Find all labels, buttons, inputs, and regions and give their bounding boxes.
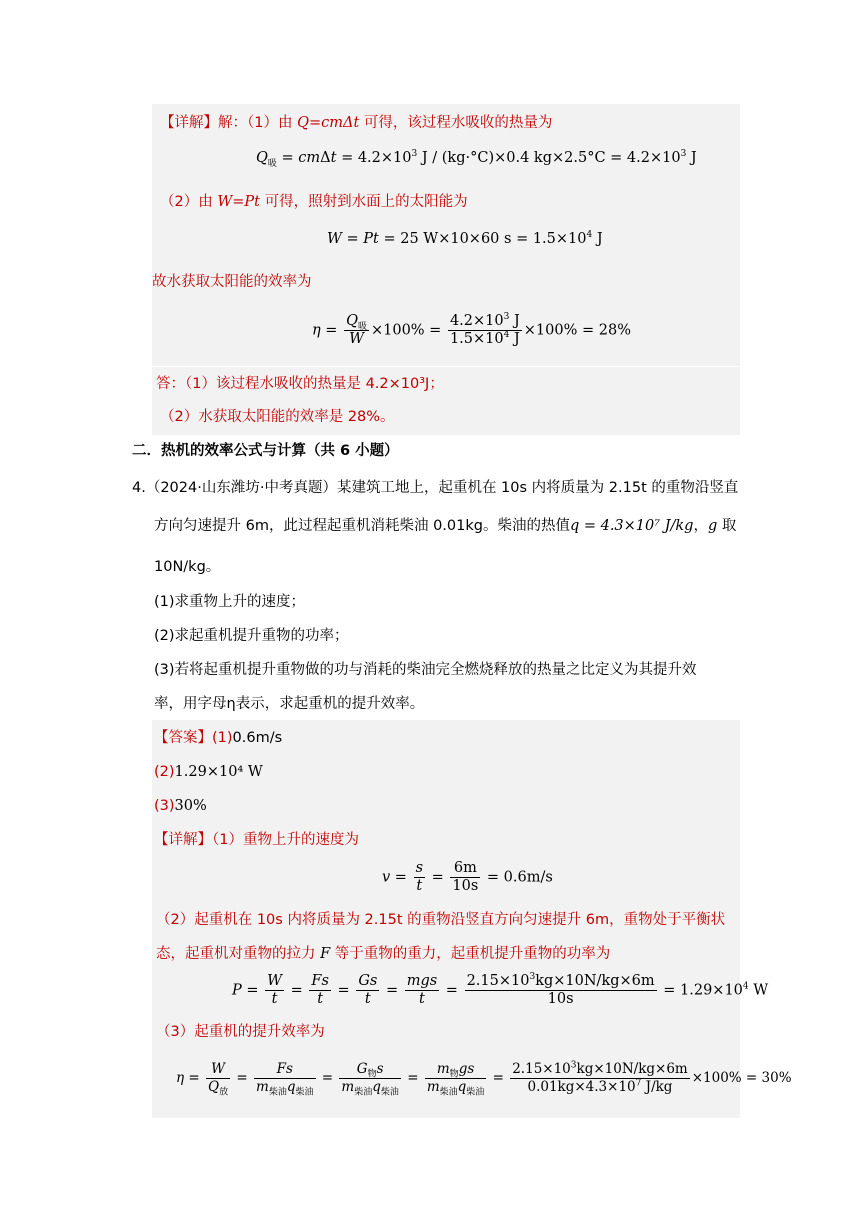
- equation-lift-efficiency: η = $\frac{W}{Q_放}$ = $\frac{Fs}{m_{柴油}q_{柴油}}$ = $\frac{G_物s}{m_{柴油}q_{柴油}}$ = $\frac{m_物gs}{m_{柴油}q_{柴油}}$ = $\frac{2.15\times 10^3kg\times 10N/kg\times 6m}{0.01kg\times 4.3\times 10^7 J/kg}$ ×100% = 30%: [176, 1060, 792, 1098]
- question-4-sub-3a: (3)若将起重机提升重物做的功与消耗的柴油完全燃烧释放的热量之比定义为其提升效: [154, 662, 697, 678]
- answer-line-2: （2）水获取太阳能的效率是 28%。: [160, 409, 395, 425]
- answer-line-a2: (2)1.29×10⁴ W: [154, 764, 263, 780]
- detail-line-2: （2）由 W=Pt 可得，照射到水面上的太阳能为: [160, 194, 468, 210]
- detail-line-1: 【详解】解：（1）由 Q=cmΔt 可得，该过程水吸收的热量为: [160, 115, 553, 131]
- equation-power: P = $\frac{W}{t}$ = $\frac{Fs}{t}$ = $\frac{Gs}{t}$ = $\frac{\text{mgs}}{t}$ = $\frac{2.15\times 10^3kg\times 10N/kg\times 6m}{10s}$ = $1.29\times 10^4$ W: [232, 972, 769, 1007]
- section-heading: 二．热机的效率公式与计算（共 6 小题）: [132, 443, 399, 459]
- equation-solar-energy: W = Pt = 25 W×10×60 $s = 1.5\times 10^4$ J: [327, 230, 603, 247]
- detail2-line-4: （3）起重机的提升效率为: [156, 1024, 325, 1040]
- question-4-sub-1: (1)求重物上升的速度；: [154, 594, 306, 610]
- detail2-line-1: 【详解】（1）重物上升的速度为: [154, 832, 359, 848]
- answer-line-a1: 【答案】(1)0.6m/s: [154, 730, 283, 746]
- equation-heat-absorbed: $Q_吸 = cm\Delta t = 4.2\times 10^3$ J / (kg·°C)×0.4 $kg\times 2.5^\circ C = 4.2\times 10^3$ J: [256, 149, 697, 169]
- answer-tag: 【答案】: [154, 730, 212, 746]
- detail2-tag: 【详解】: [154, 832, 212, 848]
- answer-line-1: 答：（1）该过程水吸收的热量是 4.2×10³J；: [156, 376, 444, 392]
- question-4-sub-3b: 率，用字母η表示，求起重机的提升效率。: [154, 696, 425, 712]
- heat-value-expression: q = 4.3×10⁷ J/kg: [569, 518, 694, 534]
- detail2-line-2: （2）起重机在 10s 内将质量为 2.15t 的重物沿竖直方向匀速提升 6m，重物处于平衡状: [156, 912, 726, 928]
- question-4-line-1: 4.（2024·山东潍坊·中考真题）某建筑工地上，起重机在 10s 内将质量为 2.15t 的重物沿竖直: [132, 480, 739, 496]
- detail-tag: 【详解】: [160, 115, 218, 131]
- efficiency-text: 故水获取太阳能的效率为: [152, 274, 312, 290]
- answer-line-a3: (3)30%: [154, 798, 207, 814]
- question-4-line-3: 10N/kg。: [154, 559, 221, 575]
- equation-efficiency: η = $\frac{Q_吸}{W}$ ×100% = $\frac{4.2\times 10^3 J}{1.5\times 10^4 J}$ ×100% = 28%: [312, 312, 631, 347]
- equation-velocity: v = $\frac{s}{t}$ = $\frac{6m}{10s}$ = 0.6m/s: [382, 860, 553, 894]
- question-4-line-2: 方向匀速提升 6m，此过程起重机消耗柴油 0.01kg。柴油的热值q = 4.3×10⁷ J/kg，g 取: [154, 518, 737, 534]
- question-4-sub-2: (2)求起重机提升重物的功率；: [154, 628, 349, 644]
- detail2-line-3: 态，起重机对重物的拉力 F 等于重物的重力，起重机提升重物的功率为: [156, 946, 611, 962]
